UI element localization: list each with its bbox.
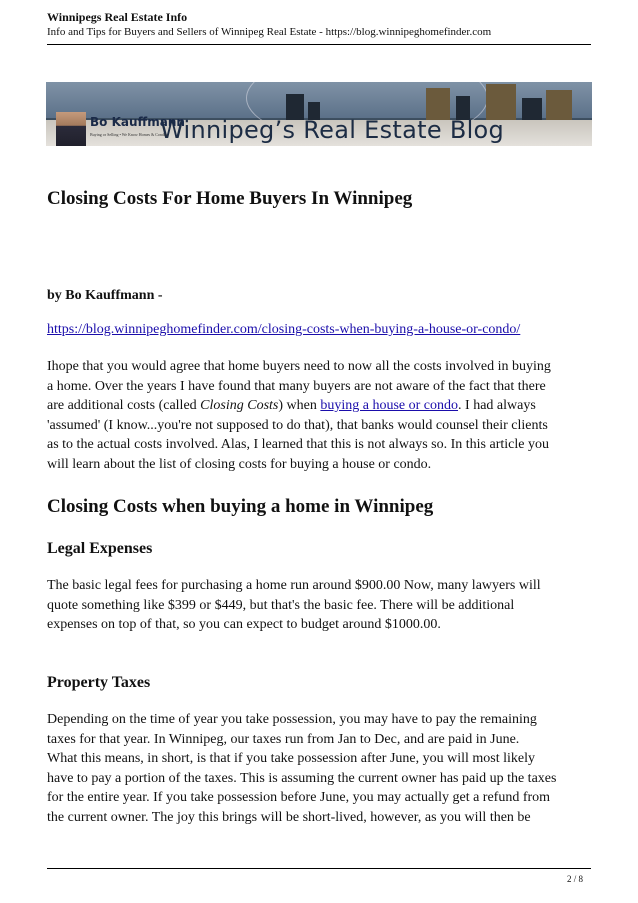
intro-line [47,396,593,416]
agent-photo [56,112,86,146]
intro-line: Ihope that you would agree that home buyers need to now all the costs involved in buying [47,359,551,374]
taxes-line: What this means, in short, is that if you take possession after June, you will most likely [47,751,535,767]
property-taxes-heading: Property Taxes [47,674,151,691]
legal-line: expenses on top of that, so you can expect to budget around $1000.00. [47,617,441,633]
banner-building [546,90,572,124]
intro-text: are additional costs (called [47,398,201,414]
legal-line: quote something like $399 or $449, but that's the basic fee. There will be additional [47,597,515,613]
post-title: Closing Costs For Home Buyers In Winnipeg [47,188,413,209]
blog-banner-image [46,82,592,146]
post-byline: by Bo Kauffmann - [47,288,163,303]
legal-expenses-paragraph [47,576,593,635]
taxes-line: taxes for that year. In Winnipeg, our taxes run from Jan to Dec, and are paid in June. [47,731,520,747]
banner-tagline: Buying or Selling • We Know Homes & Condos [90,132,168,137]
closing-costs-emphasis: Closing Costs [200,398,279,414]
intro-line: a home. Over the years I have found that many buyers are not aware of the fact that there [47,378,546,394]
intro-line: as to the actual costs involved. Alas, I learned that this is not always so. In this article you [47,437,549,453]
post-url-link[interactable]: https://blog.winnipeghomefinder.com/closing-costs-when-buying-a-house-or-condo/ [47,322,521,337]
property-taxes-paragraph [47,710,593,828]
intro-text: . I had always [458,398,536,414]
legal-expenses-heading: Legal Expenses [47,540,153,557]
intro-text: ) when [278,398,321,414]
taxes-line: for the entire year. If you take possession before June, you may actually get a refund from [47,790,551,806]
header-divider [47,44,591,45]
intro-line: 'assumed' (I know...you're not supposed to do that), that banks would counsel their clients [47,417,548,433]
buying-house-condo-link[interactable]: buying a house or condo [320,398,459,414]
taxes-line: the current owner. The joy this brings will be short-lived, however, as you will then be [47,809,531,825]
banner-blog-title: Winnipeg’s Real Estate Blog [160,116,505,144]
taxes-line: Depending on the time of year you take possession, you may have to pay the remaining [47,712,537,727]
document-header-subtitle: Info and Tips for Buyers and Sellers of Winnipeg Real Estate - https://blog.winnipeghomefinder.com [47,26,492,38]
section-heading: Closing Costs when buying a home in Winnipeg [47,496,434,517]
intro-line: will learn about the list of closing costs for buying a house or condo. [47,456,432,472]
intro-paragraph [47,357,593,475]
document-header-title: Winnipegs Real Estate Info [47,10,188,24]
footer-divider [47,868,591,869]
legal-line: The basic legal fees for purchasing a home run around $900.00 Now, many lawyers will [47,578,541,593]
page-number: 2 / 8 [566,874,583,884]
banner-agent-name: Bo Kauffmann [90,115,185,129]
taxes-line: have to pay a portion of the taxes. This is assuming the current owner has paid up the taxes [47,770,557,786]
